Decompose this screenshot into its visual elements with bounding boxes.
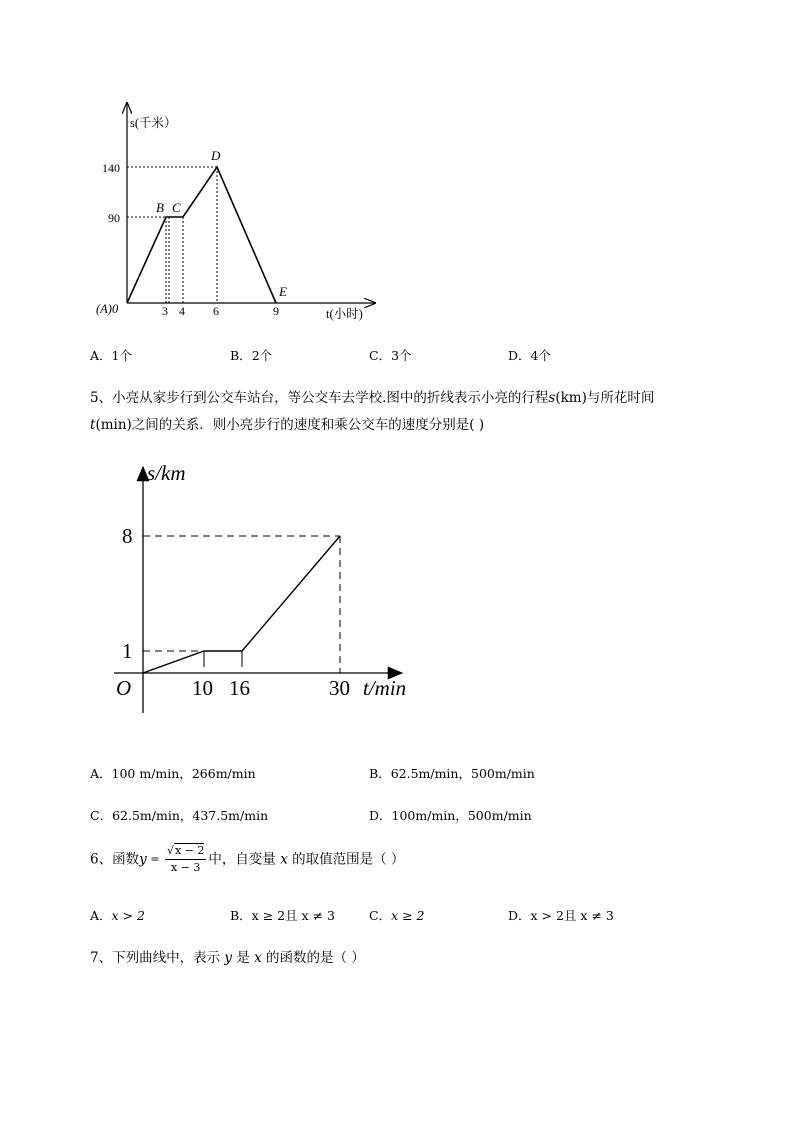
point-d-label: D bbox=[211, 148, 221, 163]
q5-line-2: t(min)之间的关系．则小亮步行的速度和乘公交车的速度分别是( ) bbox=[90, 417, 485, 433]
q6-option-b[interactable]: B．x ≥ 2且 x ≠ 3 bbox=[230, 908, 336, 923]
q6-option-c[interactable]: C．x ≥ 2 bbox=[369, 908, 425, 923]
q5-option-b[interactable]: B．62.5m/min，500m/min bbox=[369, 766, 535, 781]
q6-stem: 6、函数y = $\frac{√x - 2}{x - 3}$ 中，自变量 x 的取值范围是（ ） bbox=[90, 844, 405, 874]
x-tick-3: 3 bbox=[162, 304, 168, 318]
origin-label: (A)0 bbox=[96, 302, 119, 316]
distance-time-graph-2 bbox=[100, 455, 430, 720]
q5-option-a[interactable]: A．100 m/min，266m/min bbox=[90, 766, 256, 781]
y-axis-label: s/km bbox=[147, 461, 186, 485]
y-tick-90: 90 bbox=[108, 211, 120, 225]
point-b-label: B bbox=[156, 200, 164, 215]
x-tick-9: 9 bbox=[273, 304, 279, 318]
q4-option-b[interactable]: B．2个 bbox=[230, 348, 273, 363]
y-tick-1: 1 bbox=[122, 639, 133, 663]
x-tick-16: 16 bbox=[229, 676, 250, 700]
x-tick-4: 4 bbox=[179, 304, 185, 318]
q5-line-1: 5、小亮从家步行到公交车站台，等公交车去学校.图中的折线表示小亮的行程s(km)与所花时间 bbox=[90, 390, 655, 406]
graph-line bbox=[127, 167, 276, 303]
q5-option-c[interactable]: C．62.5m/min，437.5m/min bbox=[90, 808, 269, 823]
q4-option-c[interactable]: C．3个 bbox=[369, 348, 412, 363]
distance-time-graph-1 bbox=[90, 95, 390, 330]
x-axis-label: t/min bbox=[363, 676, 407, 700]
q4-option-a[interactable]: A．1个 bbox=[90, 348, 132, 363]
sqrt-sign: √ bbox=[166, 844, 174, 857]
x-tick-6: 6 bbox=[213, 304, 219, 318]
q7-stem: 7、下列曲线中，表示 y 是 x 的函数的是（ ） bbox=[90, 950, 365, 966]
q6-option-d[interactable]: D．x > 2且 x ≠ 3 bbox=[508, 908, 614, 923]
origin-label: O bbox=[116, 676, 132, 700]
x-tick-30: 30 bbox=[329, 676, 350, 700]
point-e-label: E bbox=[279, 284, 287, 299]
point-c-label: C bbox=[172, 200, 181, 215]
x-tick-10: 10 bbox=[192, 676, 213, 700]
q6-option-a[interactable]: A．x > 2 bbox=[90, 908, 145, 923]
q5-option-d[interactable]: D．100m/min，500m/min bbox=[369, 808, 532, 823]
y-tick-140: 140 bbox=[102, 161, 120, 175]
x-axis-label: t(小时) bbox=[326, 307, 363, 321]
y-axis-label: s(千米） bbox=[130, 116, 177, 130]
y-tick-8: 8 bbox=[122, 524, 133, 548]
q4-option-d[interactable]: D．4个 bbox=[508, 348, 551, 363]
q6-fraction: $\frac{√x - 2}{x - 3}$ bbox=[166, 844, 205, 874]
